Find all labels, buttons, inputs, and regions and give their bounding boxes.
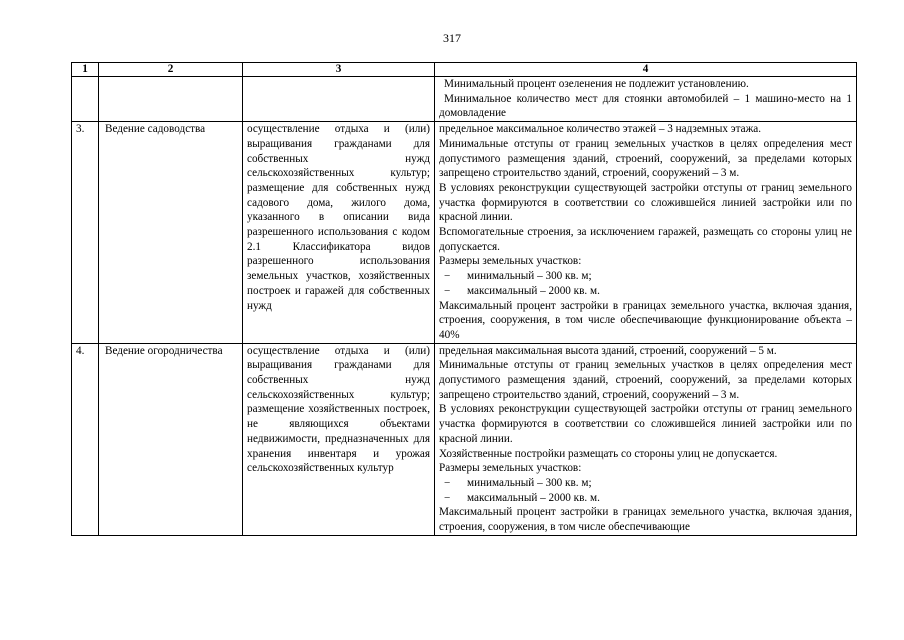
cell-name: Ведение садоводства [99,122,243,344]
param-line: предельная максимальная высота зданий, строений, сооружений – 5 м. [439,344,777,357]
param-line: Максимальный процент застройки в границах земельного участка, включая здания, строения, сооружения, в том числе обеспечивающие [439,506,852,534]
cell-number [72,77,99,122]
column-header: 1 [72,63,99,77]
param-line: Минимальное количество мест для стоянки автомобилей – 1 машино-место на 1 домовладение [439,92,852,120]
cell-description: осуществление отдыха и (или) выращивания гражданами для собственных нужд сельскохозяйственных культур; размещение для собственных нужд садового дома, жилого дома, указанного в описании вида разрешенного использования с кодом 2.1 Классификатора видов разрешенного использования земельных участков, хозяйственных построек и гаражей для собственных нужд [243,122,435,344]
cell-params [435,77,857,122]
cell-params [435,122,857,344]
size-text: минимальный – 300 кв. м; [467,270,592,283]
dash-marker: − [444,270,451,283]
size-item [439,284,852,299]
cell-number: 3. [72,122,99,344]
cell-name [99,77,243,122]
regulations-table [71,62,857,536]
size-item [439,269,852,284]
param-line: Размеры земельных участков: [439,255,582,268]
param-line: Вспомогательные строения, за исключением гаражей, размещать со стороны улиц не допускается. [439,226,852,253]
param-line: Хозяйственные постройки размещать со стороны улиц не допускается. [439,447,778,460]
table-row [72,122,857,344]
dash-marker: − [444,491,451,504]
param-line: Минимальный процент озеленения не подлежит установлению. [444,78,749,90]
cell-description [243,77,435,122]
column-header-row [72,63,857,77]
cell-params [435,343,857,535]
column-header: 2 [99,63,243,77]
size-text: минимальный – 300 кв. м; [467,476,592,489]
cell-number: 4. [72,343,99,535]
param-line: В условиях реконструкции существующей застройки отступы от границ земельного участка формируются в соответствии со сложившейся линией застройки или по красной линии. [439,181,852,224]
param-line: Максимальный процент застройки в границах земельного участка, включая здания, строения, сооружения, в том числе обеспечивающие функционирование объекта – 40% [439,299,852,341]
table-row-continuation [72,77,857,122]
size-text: максимальный – 2000 кв. м. [467,284,600,297]
param-line: Минимальные отступы от границ земельных участков в целях определения мест допустимого размещения зданий, строений, сооружений, за пределами которых запрещено строительство зданий, строений, сооружений – 3 м. [439,137,852,180]
column-header: 4 [435,63,857,77]
size-item [439,491,852,506]
size-item [439,476,852,491]
param-line: Минимальные отступы от границ земельных участков в целях определения мест допустимого размещения зданий, строений, сооружений, за пределами которых запрещено строительство зданий, строений, сооружений – 3 м. [439,359,852,401]
table-row [72,343,857,535]
param-line: Размеры земельных участков: [439,462,582,475]
param-line: В условиях реконструкции существующей застройки отступы от границ земельного участка формируются в соответствии со сложившейся линией застройки или по красной линии. [439,403,852,445]
cell-name: Ведение огородничества [99,343,243,535]
size-text: максимальный – 2000 кв. м. [467,491,600,504]
param-line: предельное максимальное количество этажей – 3 надземных этажа. [439,123,762,136]
dash-marker: − [444,476,451,489]
column-header: 3 [243,63,435,77]
page-number: 317 [443,31,461,45]
dash-marker: − [444,284,451,297]
cell-description: осуществление отдыха и (или) выращивания гражданами для собственных нужд сельскохозяйственных культур; размещение хозяйственных построек, не являющихся объектами недвижимости, предназначенных для хранения инвентаря и урожая сельскохозяйственных культур [243,343,435,535]
